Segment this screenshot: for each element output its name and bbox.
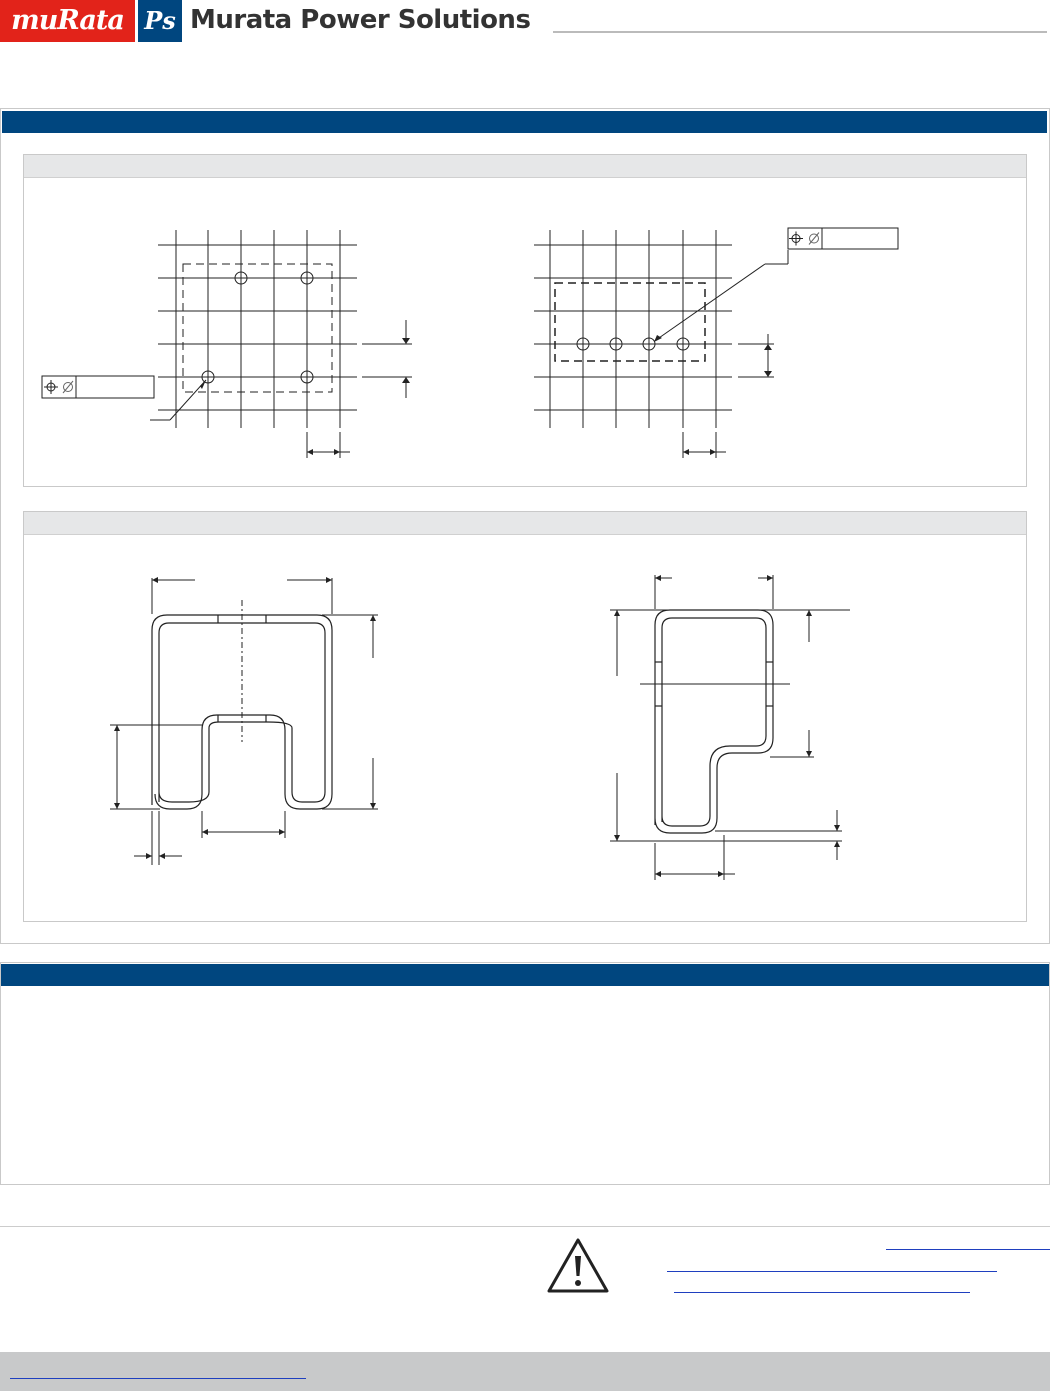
pin-outline-drawing-left xyxy=(100,570,390,870)
ps-logo-text: Ps xyxy=(144,6,176,35)
company-name: Murata Power Solutions xyxy=(190,5,531,35)
murata-logo xyxy=(0,0,135,42)
link-underline-2[interactable] xyxy=(667,1271,997,1272)
section-notes-titlebar xyxy=(1,964,1049,986)
hole-pattern-drawing-right xyxy=(520,220,910,470)
hole-pattern-drawing-left xyxy=(30,220,430,470)
link-underline-3[interactable] xyxy=(674,1292,970,1293)
panel-hole-pattern-head xyxy=(24,155,1026,178)
pin-outline-drawing-right xyxy=(600,570,860,885)
section-notes xyxy=(0,962,1050,1185)
header-rule xyxy=(553,31,1047,33)
footer-divider xyxy=(0,1226,1050,1227)
footer-link-underline[interactable] xyxy=(10,1378,306,1379)
murata-logo-text: muRata xyxy=(11,5,124,36)
section-mechanical-titlebar xyxy=(2,111,1047,133)
warning-icon xyxy=(546,1236,610,1294)
footer-bar xyxy=(0,1352,1050,1391)
link-underline-1[interactable] xyxy=(886,1249,1050,1250)
ps-logo-badge xyxy=(138,0,182,42)
panel-pin-outline-head xyxy=(24,512,1026,535)
